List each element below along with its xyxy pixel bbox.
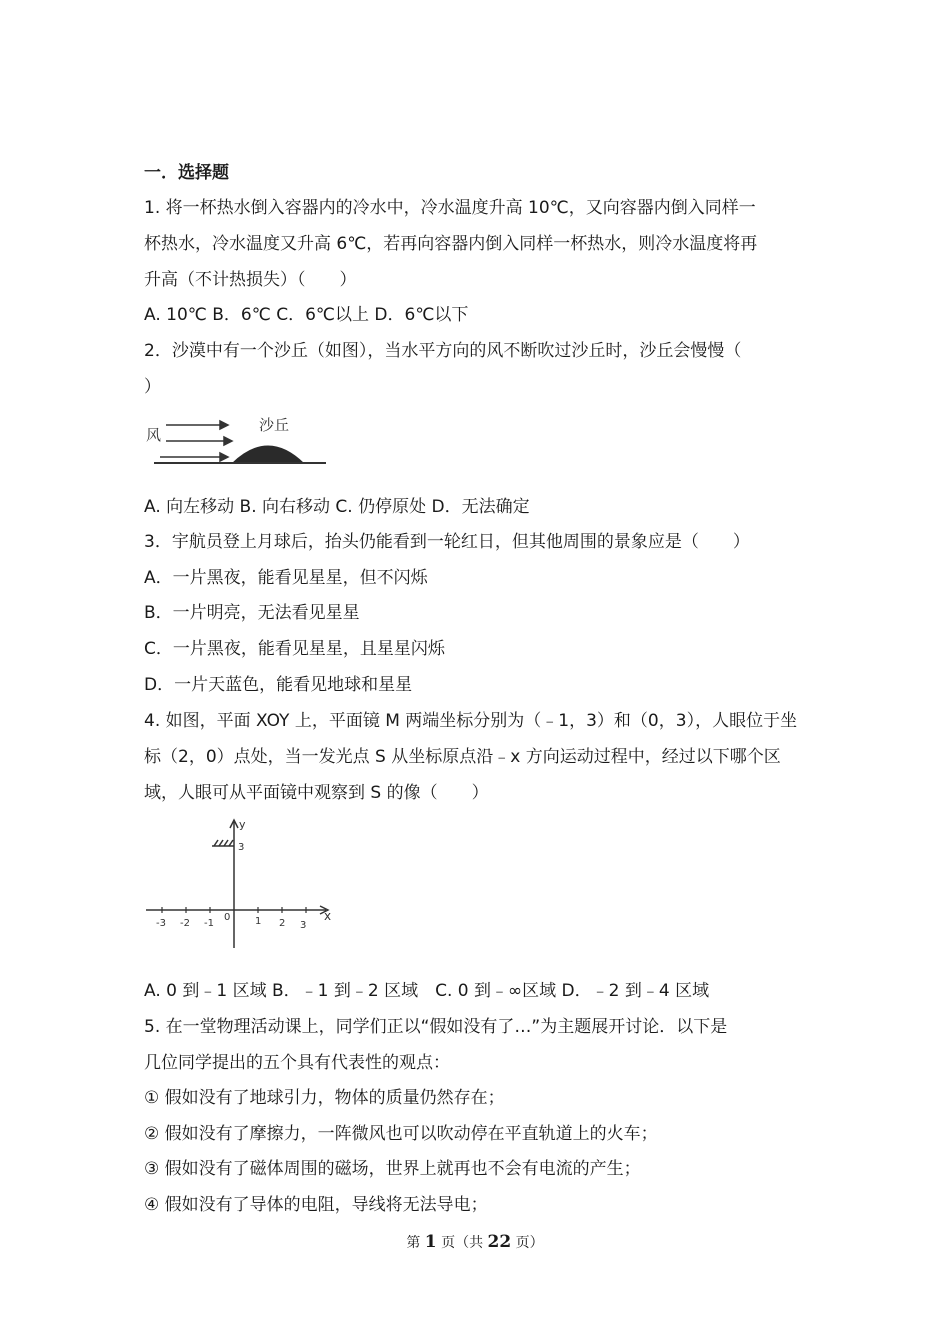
q2-options: A. 向左移动 B. 向右移动 C. 仍停原处 D．无法确定 [144,497,530,517]
q3-option-c: C．一片黑夜，能看见星星，且星星闪烁 [144,639,445,659]
footer-page-number: 1 [424,1232,437,1252]
wind-arrows [160,421,232,461]
x-tick-label: 1 [255,916,262,927]
footer-middle: 页（共 [441,1235,484,1251]
y-tick-label: 3 [238,842,245,853]
x-tick-label: -1 [204,918,214,929]
x-tick-label: 3 [300,920,307,931]
q4-line-1: 4. 如图，平面 XOY 上，平面镜 M 两端坐标分别为（﹣1，3）和（0，3），人眼位于坐 [144,711,798,731]
q4-line-2: 标（2，0）点处，当一发光点 S 从坐标原点沿﹣x 方向运动过程中，经过以下哪个区 [144,747,781,767]
wind-label: 风 [146,426,162,444]
x-tick-label: -2 [180,918,190,929]
q4-line-3: 域，人眼可从平面镜中观察到 S 的像（ ） [144,783,489,803]
section-heading: 一．选择题 [144,163,229,183]
footer-total-pages: 22 [487,1232,512,1252]
q3-option-b: B．一片明亮，无法看见星星 [144,603,360,623]
q5-line-1: 5. 在一堂物理活动课上，同学们正以“假如没有了…”为主题展开讨论．以下是 [144,1017,728,1037]
sand-dune-figure [144,412,334,470]
footer-prefix: 第 [406,1235,421,1251]
footer-suffix: 页） [515,1235,544,1251]
q2-line-2: ） [144,377,161,397]
q1-options: A. 10℃ B．6℃ C．6℃以上 D．6℃以下 [144,305,469,325]
q5-point-3: ③ 假如没有了磁体周围的磁场，世界上就再也不会有电流的产生； [144,1159,641,1179]
q1-line-3: 升高（不计热损失）（ ） [144,270,357,290]
dune-label: 沙丘 [259,416,290,434]
q2-line-1: 2．沙漠中有一个沙丘（如图），当水平方向的风不断吹过沙丘时，沙丘会慢慢（ [144,341,742,361]
page-footer [0,1232,950,1252]
q5-point-2: ② 假如没有了摩擦力，一阵微风也可以吹动停在平直轨道上的火车； [144,1124,658,1144]
q3-line-1: 3．宇航员登上月球后，抬头仍能看到一轮红日，但其他周围的景象应是（ ） [144,532,750,552]
q5-line-2: 几位同学提出的五个具有代表性的观点： [144,1053,450,1073]
x-tick-label: -3 [156,918,166,929]
x-tick-label: 2 [279,918,286,929]
sand-dune-shape [232,446,304,464]
q3-option-a: A．一片黑夜，能看见星星，但不闪烁 [144,568,428,588]
coordinate-figure [144,816,339,952]
origin-label: 0 [224,912,231,923]
plane-mirror [212,840,234,846]
y-axis-label: y [239,818,246,831]
q4-options: A. 0 到﹣1 区域 B．﹣1 到﹣2 区域 C. 0 到﹣∞区域 D．﹣2 到﹣4 区域 [144,981,710,1001]
q3-option-d: D．一片天蓝色，能看见地球和星星 [144,675,413,695]
q1-line-1: 1. 将一杯热水倒入容器内的冷水中，冷水温度升高 10℃，又向容器内倒入同样一 [144,198,756,218]
q5-point-4: ④ 假如没有了导体的电阻，导线将无法导电； [144,1195,488,1215]
q5-point-1: ① 假如没有了地球引力，物体的质量仍然存在； [144,1088,505,1108]
x-axis-label: x [324,909,332,923]
q1-line-2: 杯热水，冷水温度又升高 6℃，若再向容器内倒入同样一杯热水，则冷水温度将再 [144,234,758,254]
